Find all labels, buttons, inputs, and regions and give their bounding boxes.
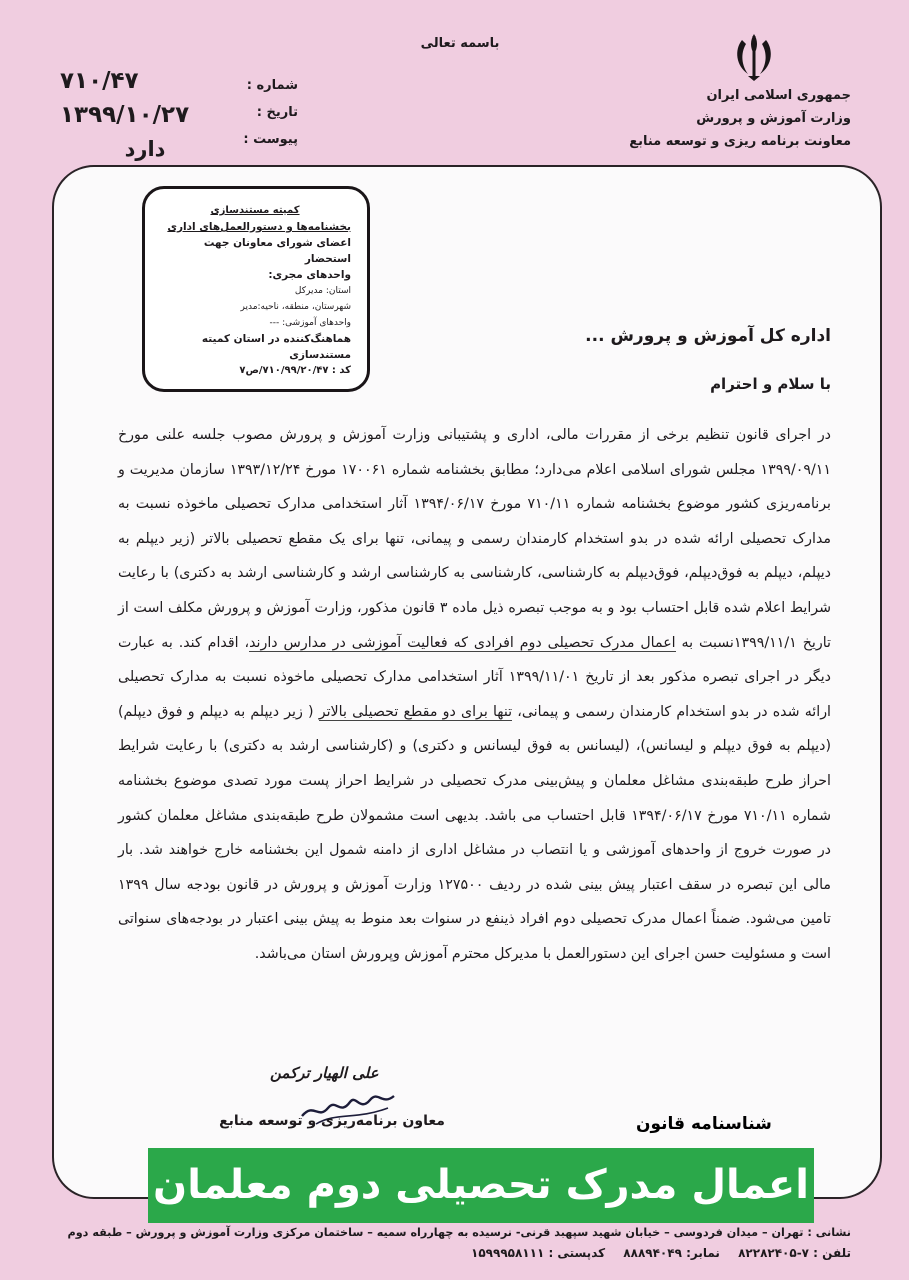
title-banner: اعمال مدرک تحصیلی دوم معلمان <box>148 1148 814 1223</box>
letter-greeting: با سلام و احترام <box>710 375 831 393</box>
body-underlined-1: اعمال مدرک تحصیلی دوم افرادی که فعالیت آموزشی در مدارس دارند <box>249 634 676 651</box>
letter-meta-values <box>60 64 200 166</box>
letter-date: ۱۳۹۹/۱۰/۲۷ <box>60 102 190 128</box>
stamp-code-value: ۷۱۰/۹۹/۲۰/۴۷/ص۷ <box>239 365 329 376</box>
stamp-title: کمیته مستندسازی <box>210 205 300 216</box>
date-label: تاریخ : <box>256 105 298 120</box>
stamp-line-2: واحدهای مجری: <box>268 269 351 281</box>
letter-meta-labels <box>228 72 298 153</box>
stamp-code-row <box>159 363 351 379</box>
stamp-line-1: اعضای شورای معاونان جهت استحضار <box>203 237 351 265</box>
stamp-line-6: هماهنگ‌کننده در استان کمیته مستندسازی <box>201 333 351 361</box>
footer-phone: تلفن : ۷-۸۲۲۸۲۴۰۵ <box>738 1246 851 1260</box>
gov-line-3: معاونت برنامه ریزی و توسعه منابع <box>629 134 851 149</box>
number-label: شماره : <box>246 78 298 93</box>
stamp-subtitle: بخشنامه‌ها و دستورالعمل‌های اداری <box>167 221 351 233</box>
signer-title: معاون برنامه‌ریزی و توسعه منابع <box>219 1113 445 1129</box>
ministry-heading <box>629 84 851 153</box>
stamp-line-4: شهرستان، منطقه، ناحیه:مدیر <box>240 302 351 312</box>
gov-line-1: جمهوری اسلامی ایران <box>706 88 851 103</box>
footer-postal: کدپستی : ۱۵۹۹۹۵۸۱۱۱ <box>471 1246 606 1260</box>
documentation-stamp <box>142 186 370 392</box>
signer-name: علی الهیار ترکمن <box>270 1064 379 1082</box>
stamp-line-5: واحدهای آموزشی: --- <box>269 318 351 328</box>
footer-address: نشانی : تهران – میدان فردوسی – خیابان شهید سپهبد قرنی- نرسیده به چهارراه سمیه – ساختمان مرکزی وزارت آموزش و پرورش – طبقه دوم <box>67 1226 851 1239</box>
letter-attachment: دارد <box>124 137 166 161</box>
law-id-label: شناسنامه قانون <box>636 1114 772 1134</box>
gov-line-2: وزارت آموزش و پرورش <box>696 111 851 126</box>
stamp-line-3: استان: مدیرکل <box>294 286 351 296</box>
body-part-2: ، اقدام کند. به عبارت دیگر در اجرای تبصره مذکور بعد از تاریخ ۱۳۹۹/۱۱/۰۱ آثار استخدامی مدارک تحصیلی ماخوذه نسبت به مدارک تحصیلی ارائه شده در بدو استخدام کارمندان رسمی و پیمانی، <box>118 634 831 720</box>
footer-fax: نمابر: ۸۸۸۹۴۰۴۹ <box>623 1246 720 1260</box>
body-part-1: در اجرای قانون تنظیم برخی از مقررات مالی، اداری و پشتیبانی وزارت آموزش و پرورش مصوب جلسه علنی مورخ ۱۳۹۹/۰۹/۱۱ مجلس شورای اسلامی اعلام می‌دارد؛ مطابق بخشنامه شماره ۱۷۰۰۶۱ مورخ ۱۳۹۳/۱۲/۲۴ سازمان مدیریت و برنامه‌ریزی کشور موضوع بخشنامه شماره ۷۱۰/۱۱ مورخ ۱۳۹۴/۰۶/۱۷ آثار استخدامی مدارک تحصیلی ماخوذه نسبت به مدارک تحصیلی ارائه شده در بدو استخدام کارمندان رسمی و پیمانی، تنها برای یک مقطع تحصیلی بالاتر (زیر دیپلم به دیپلم، دیپلم به فوق‌دیپلم، فوق‌دیپلم به کارشناسی، کارشناسی به کارشناسی ارشد و کارشناسی ارشد به دکتری) با رعایت شرایط اعلام شده قابل احتساب بود و به موجب تبصره ذیل ماده ۳ قانون مذکور، وزارت آموزش و پرورش مکلف است از تاریخ ۱۳۹۹/۱۱/۱نسبت به <box>118 427 832 651</box>
bismillah-heading: باسمه تعالی <box>420 36 500 51</box>
letter-addressee: اداره کل آموزش و پرورش ... <box>585 326 831 346</box>
stamp-code-label: کد : <box>331 365 351 376</box>
body-underlined-2: تنها برای دو مقطع تحصیلی بالاتر <box>318 703 513 720</box>
attachment-label: پیوست : <box>243 132 298 147</box>
body-part-3: ( زیر دیپلم به دیپلم و فوق دیپلم) (دیپلم به فوق دیپلم و لیسانس)، (لیسانس به فوق لیسانس و دکتری) و (کارشناسی ارشد به دکتری) با رعایت شرایط احراز طرح طبقه‌بندی مشاغل معلمان و پیش‌بینی مدرک تحصیلی در شرایط احراز پست مورد تصدی موضوع بخشنامه شماره ۷۱۰/۱۱ مورخ ۱۳۹۴/۰۶/۱۷ قابل احتساب می باشد. بدیهی است مشمولان طرح طبقه‌بندی مشاغل معلمان کشور در صورت خروج از واحدهای آموزشی و یا انتصاب در مشاغل اداری از دامنه شمول این بخشنامه خارج خواهند شد. بار مالی این تبصره در سقف اعتبار پیش بینی شده در ردیف ۱۲۷۵۰۰ وزارت آموزش و پرورش در قانون بودجه سال ۱۳۹۹ تامین می‌شود. ضمناً اعمال مدرک تحصیلی دوم افراد ذینفع در سنوات بعد منوط به پیش بینی اعتبار در بودجه‌های سنواتی است و مسئولیت حسن اجرای این دستورالعمل با مدیرکل محترم آموزش وپرورش استان می‌باشد. <box>118 703 832 962</box>
letter-number: ۷۱۰/۴۷ <box>60 68 139 94</box>
letter-body <box>118 418 831 972</box>
iran-emblem-icon <box>726 28 782 84</box>
footer-contacts <box>457 1246 851 1260</box>
